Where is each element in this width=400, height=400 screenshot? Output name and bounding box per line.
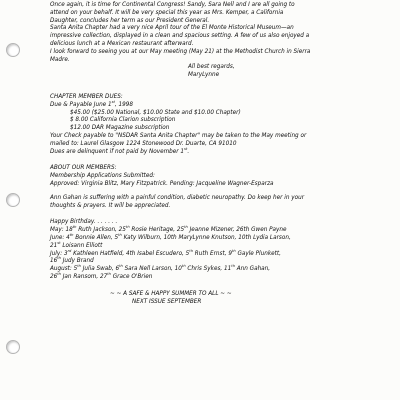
footer-section (50, 291, 396, 307)
dues-item: $ 8.00 California Clarion subscription (70, 117, 176, 124)
intro-line: Once again, it is time for Continental Congress! Sandy, Sara Nell and I are all going to (50, 2, 295, 8)
closing: All best regards, (188, 64, 235, 71)
ordinal-suffix: th (231, 248, 236, 253)
birthday-line-june-cont: 21st Loisann Elliott (50, 240, 103, 249)
check-line: Your Check payable to "NSDAR Santa Anita Chapter" may be taken to the May meeting or (50, 132, 307, 139)
intro-line: Santa Anita Chapter had a very nice April tour of the El Monte Historical Museum—an (50, 25, 294, 32)
illness-line: Ann Gahan is suffering with a painful condition, diabetic neuropathy. Do keep her in your (50, 194, 305, 201)
ordinal-suffix: th (119, 264, 123, 269)
intro-line: Daughter, concludes her term as our President General. (50, 17, 210, 24)
intro-section (50, 2, 396, 80)
ordinal-suffix: th (184, 225, 188, 230)
ordinal-suffix: st (57, 240, 61, 245)
members-subheading: Membership Applications Submitted: (50, 173, 155, 180)
punch-hole-bottom (6, 340, 20, 354)
birthdays-heading: Happy Birthday. . . . . . . (50, 219, 118, 226)
dues-item: $45.00 ($25.00 National, $10.00 State and $10.00 Chapter) (70, 109, 241, 116)
ordinal-suffix: th (57, 256, 61, 261)
dues-heading: CHAPTER MEMBER DUES: (50, 93, 123, 100)
intro-line: I look forward to seeing you at our May meeting (May 21) at the Methodist Church in Sierra (50, 48, 311, 55)
footer-line: NEXT ISSUE SEPTEMBER (132, 298, 202, 305)
members-section (50, 165, 396, 210)
members-heading: ABOUT OUR MEMBERS: (50, 165, 117, 172)
punch-hole-middle (6, 193, 20, 207)
ordinal-suffix: th (69, 233, 74, 238)
ordinal-suffix: th (77, 264, 81, 269)
birthday-line-july: July: 3rd Kathleen Hatfield, 4th Isabel Escudero, 5th Ruth Ernst, 9th Gayle Plunkett, (50, 248, 281, 257)
approved-line: Approved: Virginia Blitz, Mary Fitzpatrick. Pending: Jacqueline Wagner-Esparza (50, 180, 274, 187)
birthday-line-may: May: 18th Ruth Jackson, 25th Rosie Heritage, 25th Jeanne Mizener, 26th Gwen Payne (50, 225, 287, 234)
intro-line: impressive collection, displayed in a clean and spacious setting. A few of us also enjoyed a (50, 33, 310, 40)
ordinal-suffix: th (118, 233, 122, 238)
delinquent-line: Dues are delinquent if not paid by November 1st. (50, 146, 190, 155)
illness-line: thoughts & prayers. It will be appreciated. (50, 202, 171, 209)
ordinal-suffix: th (57, 272, 61, 277)
ordinal-suffix: rd (67, 248, 72, 253)
punch-hole-top (6, 43, 20, 57)
birthday-line-july-cont: 16th Judy Brand (50, 256, 94, 265)
ordinal-suffix: th (231, 264, 235, 269)
ordinal-suffix: th (181, 264, 186, 269)
due-date-line: Due & Payable June 1st, 1998 (50, 99, 134, 108)
check-line: mailed to: Laurel Glasgow 1224 Stonewood Dr. Duarte, CA 91010 (50, 140, 237, 147)
intro-line: attend on your behalf. It will be very special this year as Mrs. Kemper, a California (50, 9, 284, 16)
birthday-line-june: June: 4th Bonnie Allen, 5th Katy Wilburn, 10th MaryLynne Knutson, 10th Lydia Larson, (50, 233, 291, 241)
intro-line: delicious lunch at a Mexican restaurant afterward. (50, 40, 194, 47)
birthday-line-august: August: 5th Julia Swab, 6th Sara Nell Larson, 10th Chris Sykes, 11th Ann Gahan, (50, 264, 271, 273)
ordinal-suffix: th (125, 225, 130, 230)
dues-item: $12.00 DAR Magazine subscription (70, 125, 170, 132)
dues-section (50, 94, 396, 156)
signature: MaryLynne (188, 72, 220, 79)
newsletter-content (50, 2, 396, 306)
birthdays-section (50, 219, 396, 281)
footer-line: ~ ~ A SAFE & HAPPY SUMMER TO ALL ~ ~ (110, 290, 232, 297)
birthday-line-august-cont: 26th Jan Ransom, 27th Grace O'Brien (50, 272, 153, 280)
intro-line: Madre. (50, 56, 70, 63)
ordinal-suffix: th (107, 272, 111, 277)
ordinal-suffix: th (72, 225, 77, 230)
ordinal-suffix: th (189, 248, 193, 253)
